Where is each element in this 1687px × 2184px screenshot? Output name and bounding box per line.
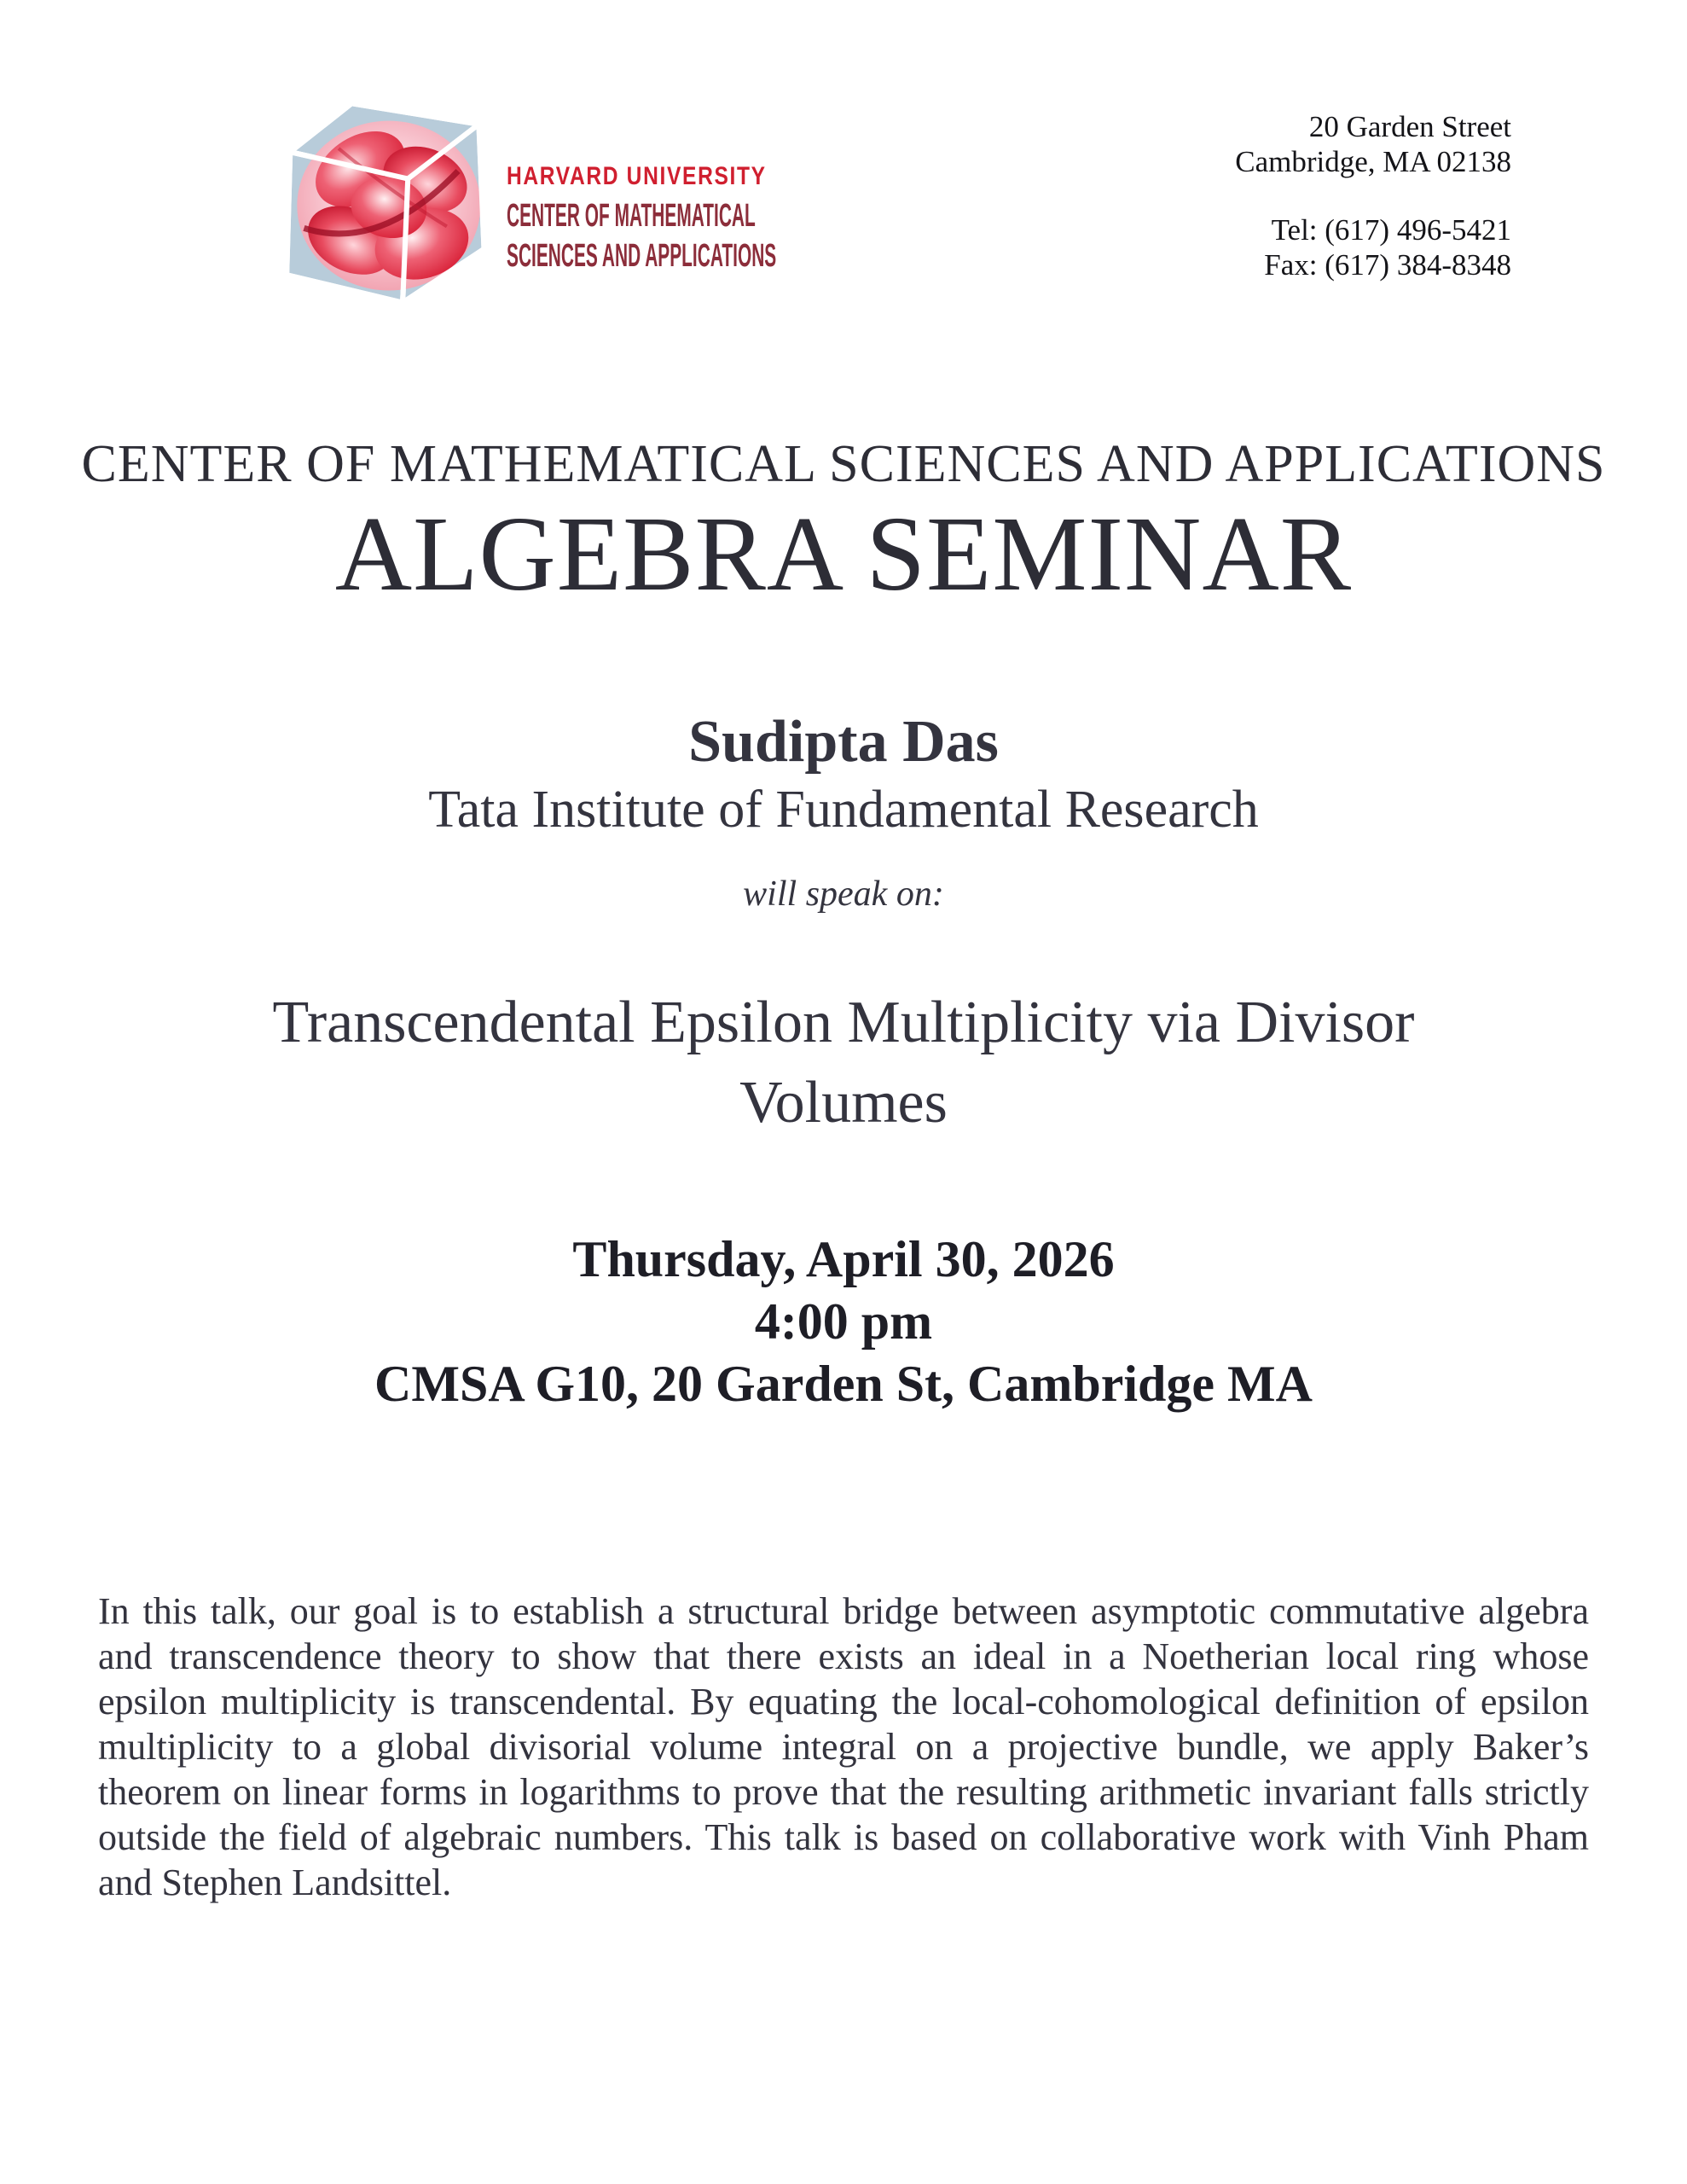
contact-block [1235,109,1511,282]
will-speak-on-label: will speak on: [743,874,944,914]
seminar-series-heading: ALGEBRA SEMINAR [334,496,1353,613]
talk-title-line1: Transcendental Epsilon Multiplicity via Divisor [272,990,1415,1055]
logo-wordmark [507,162,997,276]
event-date: Thursday, April 30, 2026 [572,1231,1115,1287]
logo-center-of-mathematical-label: CENTER OF MATHEMATICAL [507,198,756,234]
address-city: Cambridge, MA 02138 [1235,145,1511,178]
abstract-text: In this talk, our goal is to establish a structural bridge between asymptotic commutative algebra and transcendence theory to show that there exists an ideal in a Noetherian local ring whose epsilon multiplicity is transcendental. By equating the local-cohomological definition of epsilon multiplicity to a global divisorial volume integral on a projective bundle, we apply Baker’s theorem on linear forms in logarithms to prove that the resulting arithmetic invariant falls strictly outside the field of algebraic numbers. This talk is based on collaborative work with Vinh Pham and Stephen Landsittel. [98,1590,1589,1903]
event-location: CMSA G10, 20 Garden St, Cambridge MA [374,1356,1313,1412]
speaker-affiliation: Tata Institute of Fundamental Research [428,781,1259,839]
talk-title-line2: Volumes [739,1070,948,1136]
cmsa-cube-icon [278,96,512,312]
logo-sciences-applications-label: SCIENCES AND APPLICATIONS [507,238,777,274]
logo-harvard-university-label: HARVARD UNIVERSITY [507,162,767,190]
event-time: 4:00 pm [754,1293,933,1350]
talk-title [0,983,1687,1143]
event-details [0,1228,1687,1415]
speaker-name: Sudipta Das [688,709,999,775]
phone-line: Tel: (617) 496-5421 [1271,213,1511,247]
cmsa-logo [278,96,997,312]
address-street: 20 Garden Street [1308,110,1511,143]
fax-line: Fax: (617) 384-8348 [1264,248,1511,282]
center-name-heading: CENTER OF MATHEMATICAL SCIENCES AND APPLICATIONS [81,435,1606,493]
